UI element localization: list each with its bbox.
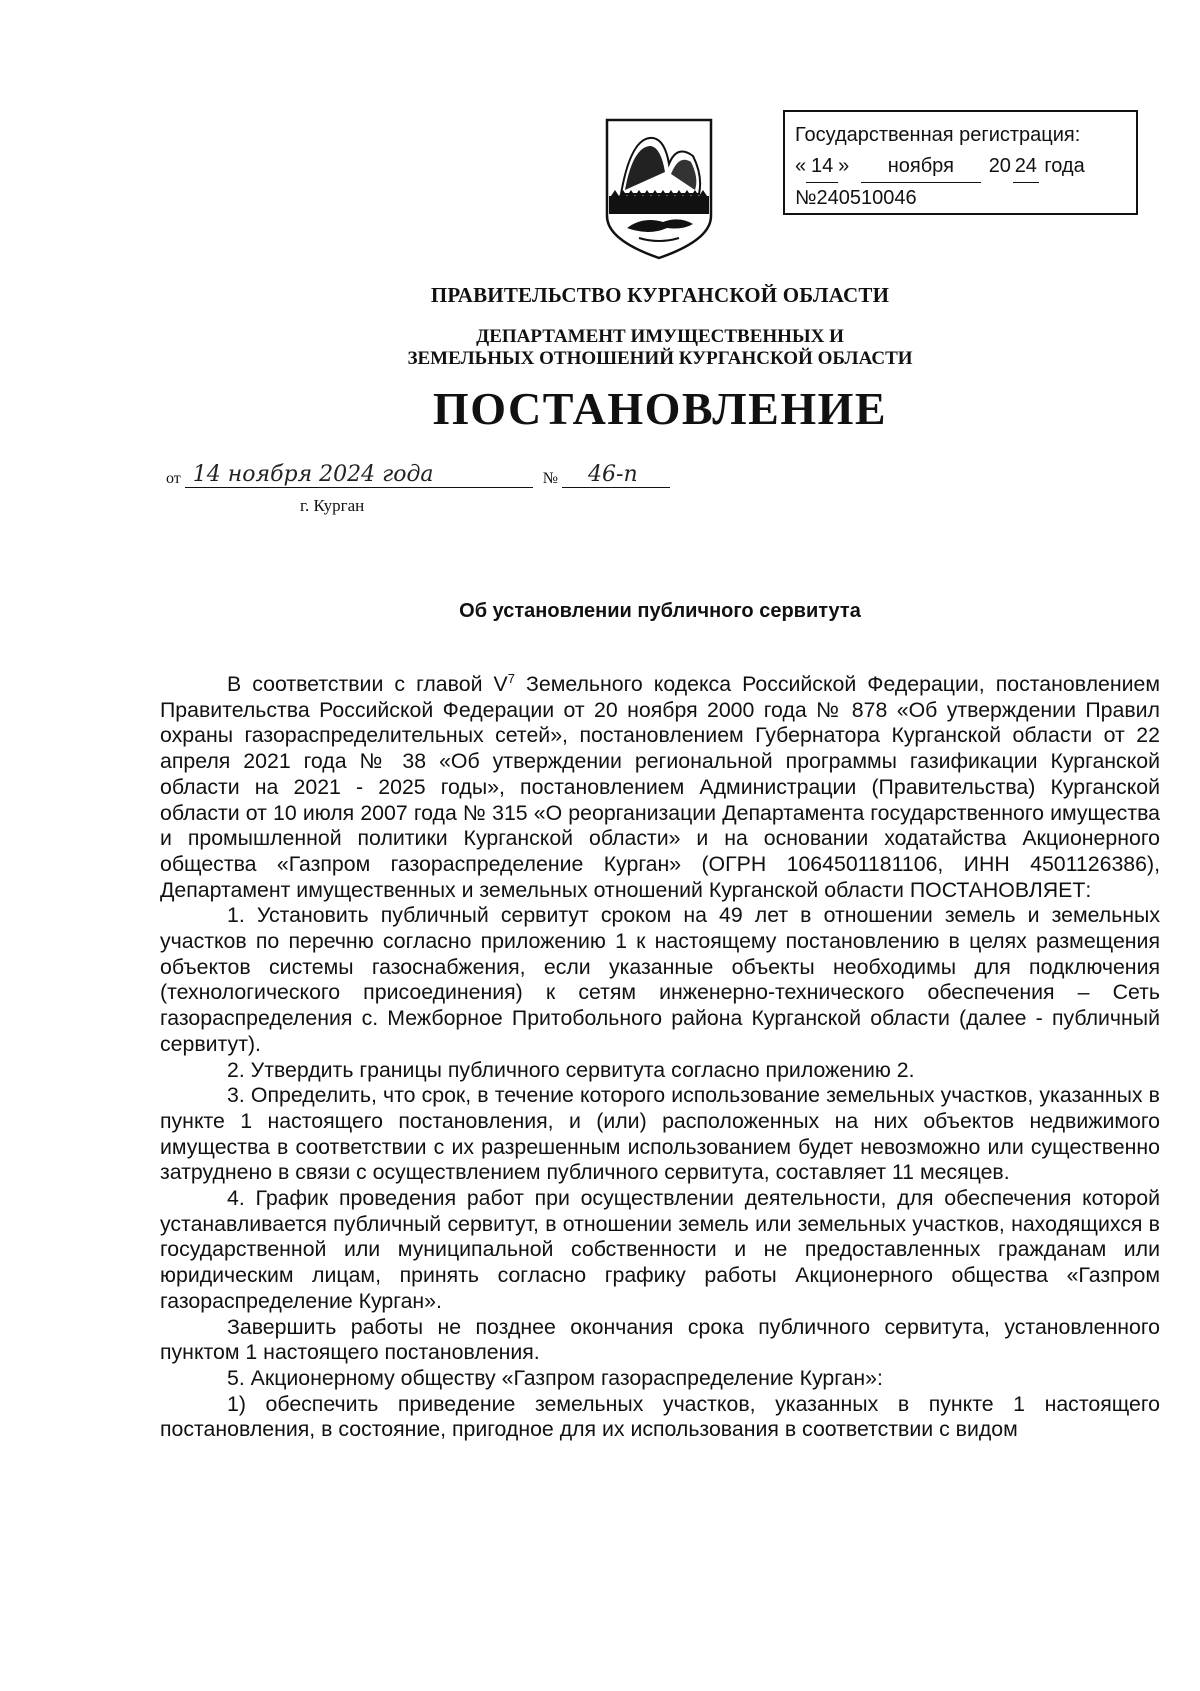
document-type-title: ПОСТАНОВЛЕНИЕ bbox=[432, 383, 888, 434]
paragraph-4: 4. График проведения работ при осуществлении деятельности, для обеспечения которой устанавливается публичный сервитут, в отношении земель или земельных участков, находящихся в государственной или муниципальной собственности и не предоставленных гражданам или юридическим лицам, принять согласно графику работы Акционерного общества «Газпром газораспределение Курган». bbox=[160, 1186, 1160, 1313]
registration-year-word: года bbox=[1044, 155, 1085, 177]
registration-close-quote: » bbox=[838, 155, 850, 177]
city-label: г. Курган bbox=[300, 496, 365, 515]
paragraph-2: 2. Утвердить границы публичного сервитута согласно приложению 2. bbox=[227, 1057, 915, 1082]
intro-paragraph bbox=[160, 672, 1160, 903]
registration-date bbox=[795, 151, 1126, 183]
registration-number-label: № bbox=[795, 187, 817, 209]
registration-number: 240510046 bbox=[816, 183, 1118, 215]
registration-year-suffix: 24 bbox=[1013, 151, 1039, 183]
coat-of-arms-emblem bbox=[603, 116, 715, 266]
paragraph-5-item-1: 1) обеспечить приведение земельных участков, указанных в пункте 1 настоящего постановления, в состояние, пригодное для их использования в соответствии с видом bbox=[160, 1391, 1160, 1442]
date-from-label: от bbox=[166, 470, 181, 487]
chapter-superscript: 7 bbox=[507, 670, 515, 686]
registration-year-prefix: 20 bbox=[988, 155, 1011, 177]
paragraph-1: 1. Установить публичный сервитут сроком на 49 лет в отношении земель и земельных участков по перечню согласно приложению 1 к настоящему постановлению в целях размещения объектов системы газоснабжения, если указанные объекты необходимы для подключения (технологического присоединения) к сетям инженерно-технического обеспечения – Сеть газораспределения с. Межборное Притобольного района Курганской области (далее - публичный сервитут). bbox=[160, 903, 1160, 1056]
registration-day: 14 bbox=[806, 151, 838, 183]
intro-text-start: В соответствии с главой V bbox=[227, 672, 508, 696]
paragraph-3: 3. Определить, что срок, в течение которого использование земельных участков, указанных в пункте 1 настоящего постановления, и (или) расположенных на них объектов недвижимого имущества в соответствии с их разрешенным использованием будет невозможно или существенно затруднено в связи с осуществлением публичного сервитута, составляет 11 месяцев. bbox=[160, 1083, 1160, 1185]
handwritten-number: 46-п bbox=[562, 462, 670, 488]
department-heading-line2: ЗЕМЕЛЬНЫХ ОТНОШЕНИЙ КУРГАНСКОЙ ОБЛАСТИ bbox=[407, 348, 913, 369]
registration-title: Государственная регистрация: bbox=[795, 124, 1081, 146]
handwritten-date: 14 ноября 2024 года bbox=[185, 462, 533, 488]
paragraph-5: 5. Акционерному обществу «Газпром газораспределение Курган»: bbox=[227, 1365, 883, 1390]
number-label: № bbox=[542, 470, 559, 487]
department-heading-line1: ДЕПАРТАМЕНТ ИМУЩЕСТВЕННЫХ И bbox=[476, 326, 844, 347]
intro-text-rest: Земельного кодекса Российской Федерации, постановлением Правительства Российской Федерации от 20 ноября 2000 года № 878 «Об утверждении Правил охраны газораспределительных сетей», постановлением Губернатора Курганской области от 22 апреля 2021 года № 38 «Об утверждении региональной программы газификации Курганской области на 2021 - 2025 годы», постановлением Администрации (Правительства) Курганской области от 10 июля 2007 года № 315 «О реорганизации Департамента государственного имущества и промышленной политики Курганской области» и на основании ходатайства Акционерного общества «Газпром газораспределение Курган» (ОГРН 1064501181106, ИНН 4501126386), Департамент имущественных и земельных отношений Курганской области ПОСТАНОВЛЯЕТ: bbox=[160, 672, 1160, 902]
registration-number-row bbox=[795, 183, 1126, 215]
document-body bbox=[160, 672, 1160, 1443]
paragraph-4-continuation: Завершить работы не позднее окончания срока публичного сервитута, установленного пунктом 1 настоящего постановления. bbox=[160, 1314, 1160, 1365]
registration-open-quote: « bbox=[795, 155, 807, 177]
registration-stamp bbox=[783, 110, 1138, 215]
date-number-line bbox=[166, 462, 670, 488]
government-heading: ПРАВИТЕЛЬСТВО КУРГАНСКОЙ ОБЛАСТИ bbox=[430, 283, 890, 307]
registration-month: ноября bbox=[861, 151, 981, 183]
document-subject: Об установлении публичного сервитута bbox=[459, 600, 861, 622]
